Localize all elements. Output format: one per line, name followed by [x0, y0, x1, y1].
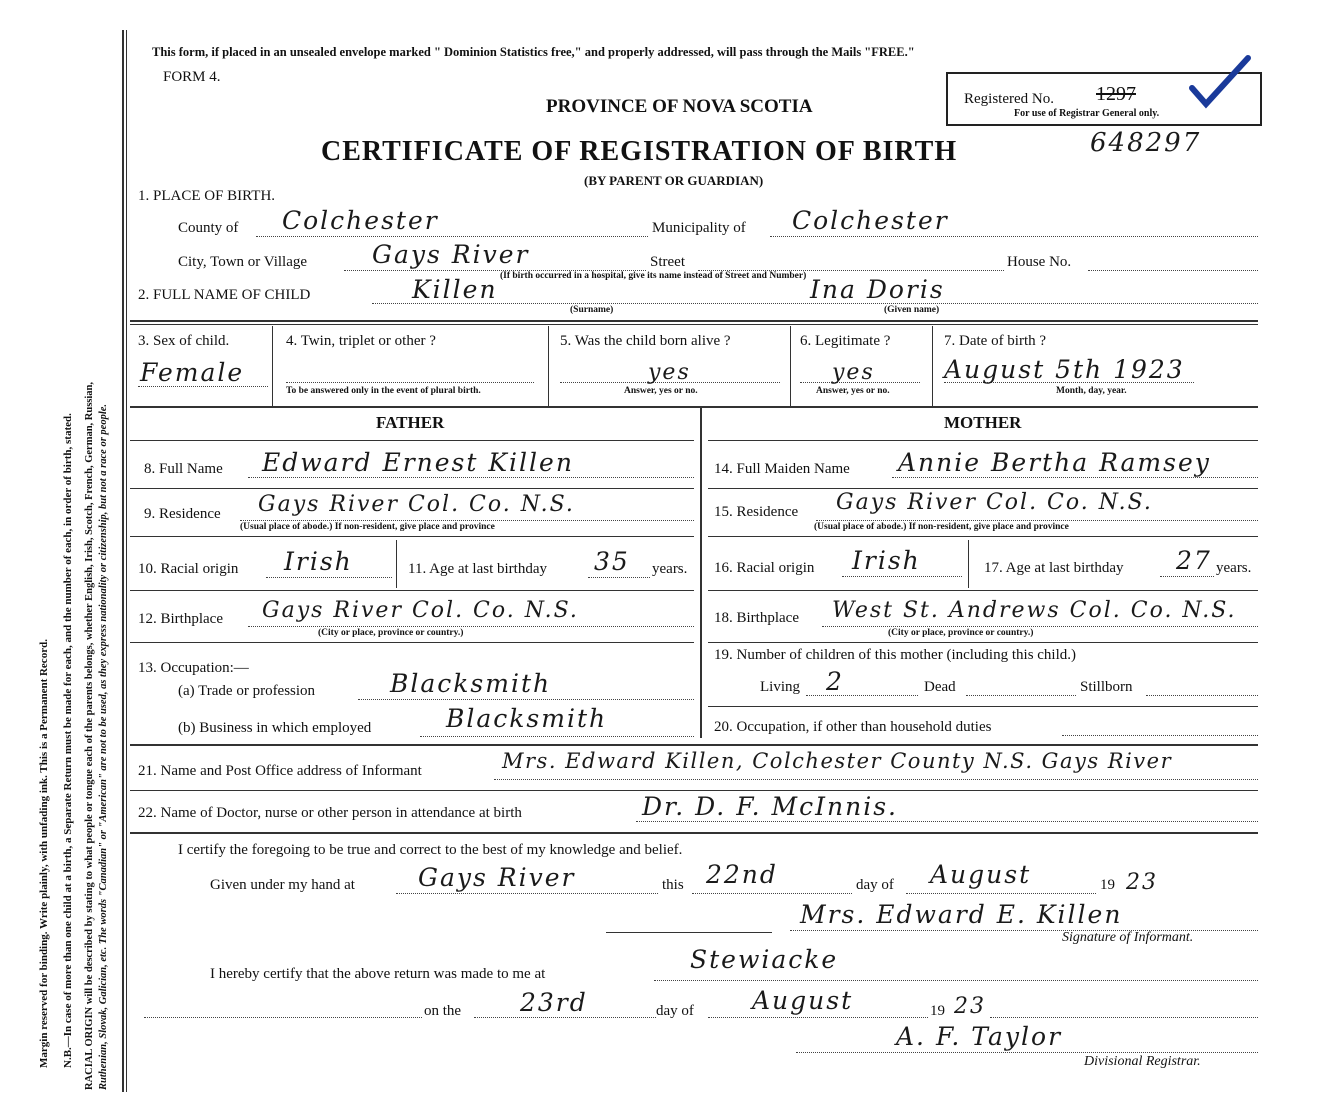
stillborn-label: Stillborn	[1080, 679, 1133, 695]
father-race-label: 10. Racial origin	[138, 561, 239, 577]
registered-label: Registered No.	[964, 91, 1054, 107]
certificate-title: CERTIFICATE OF REGISTRATION OF BIRTH	[321, 136, 958, 167]
given-caption: (Given name)	[884, 305, 940, 315]
living-label: Living	[760, 679, 800, 695]
alive-label: 5. Was the child born alive ?	[560, 333, 731, 349]
child-name-label: 2. FULL NAME OF CHILD	[138, 287, 311, 303]
province-title: PROVINCE OF NOVA SCOTIA	[546, 96, 813, 117]
trade-label: (a) Trade or profession	[178, 683, 316, 699]
father-birthplace: Gays River Col. Co. N.S.	[262, 598, 579, 623]
father-age: 35	[594, 547, 630, 576]
mother-residence-note: (Usual place of abode.) If non-resident, give place and province	[814, 522, 1069, 532]
given-label: Given under my hand at	[210, 877, 355, 893]
father-residence-label: 9. Residence	[144, 506, 221, 522]
house-label: House No.	[1007, 254, 1072, 270]
cert-place: Gays River	[418, 863, 576, 892]
mother-birthplace: West St. Andrews Col. Co. N.S.	[832, 598, 1237, 623]
child-surname: Killen	[412, 275, 498, 304]
trade-value: Blacksmith	[390, 669, 552, 698]
mother-race-label: 16. Racial origin	[714, 560, 815, 576]
surname-caption: (Surname)	[570, 305, 614, 315]
father-birthplace-note: (City or place, province or country.)	[318, 628, 464, 638]
twin-note: To be answered only in the event of plural birth.	[286, 386, 481, 396]
dob-value: August 5th 1923	[944, 355, 1185, 384]
county-label: County of	[178, 220, 239, 236]
margin-note-4: Ruthenian, Slovak, Galician, etc. The words "Canadian" or "American" are not to be used, as they express nationality or citizenship, but not a race or people.	[98, 403, 109, 1090]
registrar-signature: A. F. Taylor	[896, 1022, 1063, 1051]
on-the-label: on the	[424, 1003, 462, 1019]
mother-occupation-label: 20. Occupation, if other than household duties	[714, 719, 992, 735]
father-birthplace-label: 12. Birthplace	[138, 611, 223, 627]
mother-name-label: 14. Full Maiden Name	[714, 461, 850, 477]
mother-years: years.	[1216, 560, 1252, 576]
margin-note-2: N.B.—In case of more than one child at a birth, a Separate Return must be made for each, and the number of each, in order of birth, stated.	[62, 413, 74, 1068]
registrar-statement: I hereby certify that the above return was made to me at	[210, 966, 546, 982]
informant-signature: Mrs. Edward E. Killen	[800, 900, 1123, 929]
living-value: 2	[826, 667, 844, 696]
father-residence: Gays River Col. Co. N.S.	[258, 492, 575, 517]
mother-residence: Gays River Col. Co. N.S.	[836, 490, 1153, 515]
legitimate-value: yes	[832, 360, 875, 385]
legitimate-note: Answer, yes or no.	[816, 386, 890, 396]
business-value: Blacksmith	[446, 704, 608, 733]
occupation-label: 13. Occupation:—	[138, 660, 249, 676]
child-given-name: Ina Doris	[810, 275, 945, 304]
doctor-value: Dr. D. F. McInnis.	[642, 792, 898, 821]
margin-note-1: Margin reserved for binding. Write plainly, with unfading ink. This is a Permanent Record.	[38, 639, 50, 1068]
informant-value: Mrs. Edward Killen, Colchester County N.S. Gays River	[502, 749, 1173, 773]
mother-residence-label: 15. Residence	[714, 504, 799, 520]
dead-label: Dead	[924, 679, 956, 695]
registrar-year: 23	[954, 994, 986, 1019]
registrar-caption: Divisional Registrar.	[1084, 1054, 1201, 1069]
children-label: 19. Number of children of this mother (including this child.)	[714, 647, 1077, 663]
mother-name: Annie Bertha Ramsey	[898, 448, 1211, 477]
year-prefix: 19	[1100, 877, 1115, 893]
hospital-note: (If birth occurred in a hospital, give its name instead of Street and Number)	[500, 271, 807, 281]
father-race: Irish	[284, 547, 353, 576]
binding-line	[122, 30, 124, 1092]
mother-age: 27	[1176, 546, 1212, 575]
father-age-label: 11. Age at last birthday	[408, 561, 547, 577]
county-value: Colchester	[282, 206, 439, 235]
municipality-label: Municipality of	[652, 220, 746, 236]
municipality-value: Colchester	[792, 206, 949, 235]
margin-note-3: RACIAL ORIGIN will be described by stating to what people or tongue each of the parents belongs, whether English, Irish, Scotch, French, German, Russian,	[84, 381, 95, 1090]
cert-day: 22nd	[706, 860, 778, 889]
registrar-dayof-label: day of	[656, 1003, 694, 1019]
informant-label: 21. Name and Post Office address of Informant	[138, 763, 422, 779]
alive-note: Answer, yes or no.	[624, 386, 698, 396]
dayof-label: day of	[856, 877, 894, 893]
city-value: Gays River	[372, 240, 530, 269]
business-label: (b) Business in which employed	[178, 720, 372, 736]
mother-heading: MOTHER	[944, 413, 1022, 432]
this-label: this	[662, 877, 684, 893]
dob-note: Month, day, year.	[1056, 386, 1127, 396]
doctor-label: 22. Name of Doctor, nurse or other person in attendance at birth	[138, 805, 522, 821]
mother-birthplace-label: 18. Birthplace	[714, 610, 799, 626]
cert-statement: I certify the foregoing to be true and correct to the best of my knowledge and belief.	[178, 842, 683, 858]
cert-month: August	[930, 860, 1032, 889]
registered-value: 1297	[1096, 83, 1136, 105]
top-note: This form, if placed in an unsealed envelope marked " Dominion Statistics free," and properly addressed, will pass through the Mails "FREE."	[152, 45, 915, 59]
city-label: City, Town or Village	[178, 254, 308, 270]
place-heading: 1. PLACE OF BIRTH.	[138, 188, 276, 204]
registrar-year-prefix: 19	[930, 1003, 945, 1019]
father-name-label: 8. Full Name	[144, 461, 223, 477]
father-name: Edward Ernest Killen	[262, 448, 574, 477]
twin-label: 4. Twin, triplet or other ?	[286, 333, 436, 349]
sex-label: 3. Sex of child.	[138, 333, 230, 349]
registrar-only-note: For use of Registrar General only.	[1014, 108, 1160, 119]
street-label: Street	[650, 254, 685, 270]
registrar-day: 23rd	[520, 988, 588, 1017]
signature-caption: Signature of Informant.	[1062, 930, 1194, 945]
form-number: FORM 4.	[163, 69, 221, 85]
binding-line-2	[126, 30, 127, 1092]
cert-year: 23	[1126, 870, 1158, 895]
dob-label: 7. Date of birth ?	[944, 333, 1047, 349]
father-years: years.	[652, 561, 688, 577]
registrar-month: August	[752, 986, 854, 1015]
mother-age-label: 17. Age at last birthday	[984, 560, 1124, 576]
mother-birthplace-note: (City or place, province or country.)	[888, 628, 1034, 638]
registrar-place: Stewiacke	[690, 945, 839, 974]
certificate-subtitle: (BY PARENT OR GUARDIAN)	[584, 173, 764, 188]
sex-value: Female	[140, 358, 245, 387]
checkmark-icon	[1186, 52, 1256, 112]
father-heading: FATHER	[376, 413, 445, 432]
divider	[130, 320, 1258, 322]
alive-value: yes	[648, 360, 691, 385]
mother-race: Irish	[852, 546, 921, 575]
legitimate-label: 6. Legitimate ?	[800, 333, 891, 349]
father-residence-note: (Usual place of abode.) If non-resident, give place and province	[240, 522, 495, 532]
stamp-number: 648297	[1090, 128, 1202, 158]
